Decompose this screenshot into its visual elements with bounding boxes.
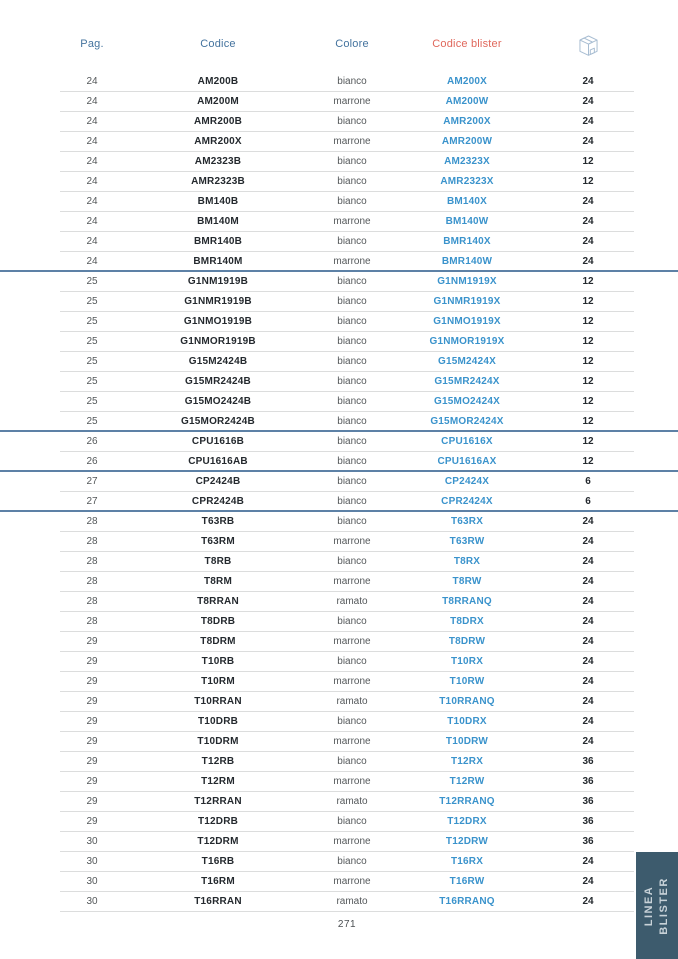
codice-blister-cell: T10DRX — [447, 716, 487, 727]
table-row — [60, 432, 634, 452]
codice-blister-cell: AMR200W — [441, 136, 493, 147]
qty-cell: 36 — [582, 836, 594, 847]
pag-cell: 25 — [86, 336, 98, 347]
table-row — [60, 492, 634, 512]
codice-cell: CPU1616AB — [188, 456, 248, 467]
table-row — [60, 652, 634, 672]
qty-cell: 24 — [582, 596, 594, 607]
qty-cell: 24 — [582, 716, 594, 727]
codice-blister-cell: AM200X — [446, 76, 488, 87]
codice-cell: T10DRM — [197, 736, 239, 747]
codice-cell: G15MO2424B — [184, 396, 252, 407]
codice-blister-cell: AM200W — [445, 96, 489, 107]
codice-cell: AM2323B — [194, 156, 242, 167]
table-row — [60, 92, 634, 112]
codice-cell: T12RB — [201, 756, 235, 767]
pag-cell: 29 — [86, 796, 98, 807]
qty-cell: 12 — [582, 376, 594, 387]
codice-blister-cell: T10DRW — [445, 736, 489, 747]
pag-cell: 25 — [86, 416, 98, 427]
colore-cell: marrone — [333, 136, 371, 147]
colore-cell: bianco — [337, 156, 367, 167]
qty-cell: 36 — [582, 756, 594, 767]
qty-cell: 24 — [582, 696, 594, 707]
table-row — [60, 552, 634, 572]
codice-blister-cell: G15MO2424X — [434, 396, 500, 407]
qty-cell: 24 — [582, 896, 594, 907]
codice-blister-cell: T12RW — [449, 776, 485, 787]
table-row — [60, 832, 634, 852]
qty-cell: 24 — [582, 76, 594, 87]
pag-cell: 29 — [86, 756, 98, 767]
colore-cell: bianco — [337, 176, 367, 187]
colore-cell: marrone — [333, 536, 371, 547]
qty-cell: 24 — [582, 516, 594, 527]
codice-blister-cell: T16RX — [450, 856, 484, 867]
codice-cell: G15M2424B — [188, 356, 248, 367]
table-row — [60, 732, 634, 752]
qty-cell: 12 — [582, 416, 594, 427]
qty-cell: 12 — [582, 396, 594, 407]
codice-blister-cell: T63RW — [449, 536, 485, 547]
qty-cell: 24 — [582, 236, 594, 247]
pag-cell: 29 — [86, 816, 98, 827]
codice-blister-cell: CPU1616X — [441, 436, 493, 447]
codice-blister-cell: CP2424X — [444, 476, 490, 487]
qty-cell: 6 — [585, 476, 591, 487]
pag-cell: 29 — [86, 776, 98, 787]
package-box-icon — [575, 31, 602, 59]
codice-cell: G1NMR1919B — [184, 296, 252, 307]
pag-cell: 27 — [86, 496, 98, 507]
pag-cell: 29 — [86, 676, 98, 687]
qty-cell: 24 — [582, 196, 594, 207]
colore-cell: marrone — [333, 876, 371, 887]
codice-cell: T8RRAN — [197, 596, 239, 607]
column-header-codice: Codice — [200, 38, 236, 50]
table-row — [60, 172, 634, 192]
colore-cell: bianco — [337, 476, 367, 487]
codice-cell: G1NMO1919B — [183, 316, 253, 327]
codice-cell: CP2424B — [195, 476, 241, 487]
codice-blister-cell: G15MR2424X — [434, 376, 500, 387]
table-row — [60, 272, 634, 292]
colore-cell: bianco — [337, 856, 367, 867]
pag-cell: 24 — [86, 116, 98, 127]
linea-blister-tab-label — [642, 877, 672, 935]
qty-cell: 12 — [582, 436, 594, 447]
pag-cell: 25 — [86, 316, 98, 327]
codice-cell: G15MR2424B — [185, 376, 251, 387]
codice-cell: BMR140M — [193, 256, 243, 267]
qty-cell: 12 — [582, 336, 594, 347]
table-row — [60, 752, 634, 772]
colore-cell: bianco — [337, 616, 367, 627]
colore-cell: bianco — [337, 656, 367, 667]
colore-cell: bianco — [337, 336, 367, 347]
codice-blister-cell: G1NMO1919X — [433, 316, 501, 327]
pag-cell: 29 — [86, 656, 98, 667]
codice-cell: T63RM — [201, 536, 235, 547]
colore-cell: marrone — [333, 576, 371, 587]
codice-blister-cell: G15MOR2424X — [430, 416, 504, 427]
table-row — [60, 252, 634, 272]
pag-cell: 30 — [86, 836, 98, 847]
codice-blister-cell: AMR200X — [443, 116, 491, 127]
pag-cell: 28 — [86, 596, 98, 607]
qty-cell: 24 — [582, 216, 594, 227]
pag-cell: 30 — [86, 876, 98, 887]
codice-cell: T10RM — [201, 676, 235, 687]
codice-cell: T10RRAN — [194, 696, 242, 707]
colore-cell: marrone — [333, 96, 371, 107]
colore-cell: bianco — [337, 436, 367, 447]
pag-cell: 24 — [86, 156, 98, 167]
qty-cell: 24 — [582, 536, 594, 547]
colore-cell: bianco — [337, 196, 367, 207]
pag-cell: 25 — [86, 376, 98, 387]
table-row — [60, 712, 634, 732]
pag-cell: 24 — [86, 176, 98, 187]
codice-blister-cell: T12RRANQ — [439, 796, 495, 807]
codice-cell: AM200M — [197, 96, 239, 107]
colore-cell: bianco — [337, 556, 367, 567]
table-row — [60, 632, 634, 652]
qty-cell: 12 — [582, 456, 594, 467]
codice-cell: BM140M — [197, 216, 239, 227]
table-row — [60, 572, 634, 592]
table-row — [60, 72, 634, 92]
colore-cell: marrone — [333, 676, 371, 687]
codice-blister-cell: T8RRANQ — [442, 596, 492, 607]
codice-cell: T12RM — [201, 776, 235, 787]
colore-cell: bianco — [337, 416, 367, 427]
qty-cell: 24 — [582, 576, 594, 587]
pag-cell: 28 — [86, 516, 98, 527]
codice-cell: T16RRAN — [194, 896, 242, 907]
table-row — [60, 852, 634, 872]
codice-blister-cell: T10RW — [449, 676, 485, 687]
codice-blister-cell: BMR140X — [443, 236, 491, 247]
colore-cell: ramato — [336, 596, 368, 607]
codice-cell: CPR2424B — [191, 496, 245, 507]
qty-cell: 24 — [582, 556, 594, 567]
table-row — [60, 452, 634, 472]
codice-cell: G15MOR2424B — [181, 416, 255, 427]
pag-cell: 25 — [86, 356, 98, 367]
table-row — [60, 392, 634, 412]
table-row — [60, 592, 634, 612]
codice-blister-cell: T8DRW — [448, 636, 486, 647]
qty-cell: 36 — [582, 776, 594, 787]
table-row — [60, 412, 634, 432]
qty-cell: 12 — [582, 356, 594, 367]
table-header-row — [60, 38, 634, 50]
tab-label-line2: BLISTER — [658, 876, 670, 935]
pag-cell: 26 — [86, 436, 98, 447]
codice-cell: T12DRB — [197, 816, 239, 827]
colore-cell: bianco — [337, 296, 367, 307]
pag-cell: 24 — [86, 196, 98, 207]
codice-blister-cell: CPR2424X — [441, 496, 493, 507]
qty-cell: 24 — [582, 616, 594, 627]
table-row — [60, 672, 634, 692]
codice-blister-cell: AM2323X — [444, 156, 490, 167]
qty-cell: 24 — [582, 136, 594, 147]
pag-cell: 24 — [86, 96, 98, 107]
codice-cell: BMR140B — [193, 236, 243, 247]
colore-cell: bianco — [337, 76, 367, 87]
colore-cell: bianco — [337, 276, 367, 287]
pag-cell: 29 — [86, 736, 98, 747]
colore-cell: bianco — [337, 496, 367, 507]
qty-cell: 24 — [582, 876, 594, 887]
colore-cell: marrone — [333, 836, 371, 847]
codice-blister-cell: T8RW — [452, 576, 482, 587]
qty-cell: 12 — [582, 176, 594, 187]
column-header-colore: Colore — [335, 38, 369, 50]
colore-cell: ramato — [336, 796, 368, 807]
colore-cell: marrone — [333, 256, 371, 267]
pag-cell: 29 — [86, 716, 98, 727]
codice-cell: AMR200B — [193, 116, 243, 127]
codice-cell: CPU1616B — [191, 436, 245, 447]
table-row — [60, 612, 634, 632]
pag-cell: 24 — [86, 216, 98, 227]
colore-cell: bianco — [337, 816, 367, 827]
codice-cell: T10DRB — [197, 716, 239, 727]
colore-cell: bianco — [337, 716, 367, 727]
qty-cell: 36 — [582, 816, 594, 827]
table-row — [60, 292, 634, 312]
column-header-pag: Pag. — [80, 38, 104, 50]
table-row — [60, 372, 634, 392]
pag-cell: 28 — [86, 576, 98, 587]
colore-cell: bianco — [337, 376, 367, 387]
linea-blister-tab — [636, 852, 678, 959]
codice-cell: T63RB — [201, 516, 235, 527]
codice-cell: T8DRB — [200, 616, 236, 627]
colore-cell: marrone — [333, 736, 371, 747]
table-row — [60, 472, 634, 492]
pag-cell: 26 — [86, 456, 98, 467]
codice-cell: T8RB — [204, 556, 232, 567]
table-row — [60, 692, 634, 712]
qty-cell: 24 — [582, 116, 594, 127]
table-row — [60, 812, 634, 832]
codice-blister-cell: G1NMR1919X — [433, 296, 501, 307]
qty-cell: 12 — [582, 296, 594, 307]
codice-blister-cell: G1NM1919X — [437, 276, 497, 287]
table-row — [60, 132, 634, 152]
codice-cell: G1NMOR1919B — [180, 336, 256, 347]
codice-blister-cell: T10RX — [450, 656, 484, 667]
colore-cell: marrone — [333, 636, 371, 647]
codice-cell: AM200B — [197, 76, 239, 87]
qty-cell: 24 — [582, 256, 594, 267]
colore-cell: ramato — [336, 896, 368, 907]
qty-cell: 24 — [582, 656, 594, 667]
table-row — [60, 892, 634, 912]
codice-cell: BM140B — [197, 196, 239, 207]
codice-blister-cell: G15M2424X — [438, 356, 496, 367]
tab-label-line1: LINEA — [643, 885, 655, 926]
codice-cell: T16RB — [201, 856, 235, 867]
codice-blister-cell: T12DRW — [445, 836, 489, 847]
colore-cell: bianco — [337, 116, 367, 127]
colore-cell: ramato — [336, 696, 368, 707]
codice-blister-cell: BM140W — [445, 216, 489, 227]
qty-cell: 12 — [582, 316, 594, 327]
table-row — [60, 312, 634, 332]
pag-cell: 29 — [86, 636, 98, 647]
pag-cell: 24 — [86, 76, 98, 87]
codice-blister-cell: BM140X — [446, 196, 488, 207]
table-row — [60, 352, 634, 372]
codice-cell: T12DRM — [197, 836, 239, 847]
page-number: 271 — [337, 919, 357, 930]
qty-cell: 24 — [582, 636, 594, 647]
qty-cell: 6 — [585, 496, 591, 507]
codice-cell: T10RB — [201, 656, 235, 667]
codice-blister-cell: T10RRANQ — [439, 696, 495, 707]
codice-cell: T8RM — [203, 576, 233, 587]
codice-blister-cell: T63RX — [450, 516, 484, 527]
table-row — [60, 212, 634, 232]
colore-cell: bianco — [337, 316, 367, 327]
table-row — [60, 332, 634, 352]
pag-cell: 24 — [86, 136, 98, 147]
codice-blister-cell: BMR140W — [441, 256, 493, 267]
pag-cell: 28 — [86, 616, 98, 627]
colore-cell: bianco — [337, 356, 367, 367]
pag-cell: 24 — [86, 256, 98, 267]
column-header-codice-blister: Codice blister — [432, 38, 502, 50]
table-row — [60, 772, 634, 792]
pag-cell: 25 — [86, 396, 98, 407]
codice-cell: T12RRAN — [194, 796, 242, 807]
qty-cell: 12 — [582, 156, 594, 167]
colore-cell: marrone — [333, 776, 371, 787]
table-row — [60, 152, 634, 172]
pag-cell: 30 — [86, 856, 98, 867]
codice-cell: T16RM — [201, 876, 235, 887]
qty-cell: 24 — [582, 856, 594, 867]
qty-cell: 24 — [582, 676, 594, 687]
colore-cell: bianco — [337, 396, 367, 407]
codice-blister-cell: T12DRX — [447, 816, 487, 827]
table-row — [60, 192, 634, 212]
pag-cell: 25 — [86, 296, 98, 307]
codice-cell: G1NM1919B — [187, 276, 249, 287]
table-row — [60, 872, 634, 892]
table-body — [60, 72, 634, 912]
codice-blister-cell: T16RRANQ — [439, 896, 495, 907]
table-row — [60, 232, 634, 252]
pag-cell: 24 — [86, 236, 98, 247]
pag-cell: 28 — [86, 536, 98, 547]
codice-blister-cell: T8RX — [453, 556, 481, 567]
codice-blister-cell: G1NMOR1919X — [429, 336, 505, 347]
codice-cell: AMR200X — [194, 136, 242, 147]
pag-cell: 27 — [86, 476, 98, 487]
codice-cell: AMR2323B — [191, 176, 245, 187]
colore-cell: bianco — [337, 756, 367, 767]
table-row — [60, 512, 634, 532]
pag-cell: 25 — [86, 276, 98, 287]
qty-cell: 24 — [582, 96, 594, 107]
codice-blister-cell: T16RW — [449, 876, 485, 887]
codice-blister-cell: T12RX — [450, 756, 484, 767]
codice-cell: T8DRM — [200, 636, 236, 647]
table-row — [60, 112, 634, 132]
colore-cell: bianco — [337, 516, 367, 527]
table-row — [60, 532, 634, 552]
colore-cell: marrone — [333, 216, 371, 227]
pag-cell: 30 — [86, 896, 98, 907]
qty-cell: 24 — [582, 736, 594, 747]
codice-blister-cell: CPU1616AX — [437, 456, 497, 467]
qty-cell: 36 — [582, 796, 594, 807]
codice-blister-cell: T8DRX — [450, 616, 484, 627]
qty-cell: 12 — [582, 276, 594, 287]
table-row — [60, 792, 634, 812]
pag-cell: 29 — [86, 696, 98, 707]
colore-cell: bianco — [337, 456, 367, 467]
pag-cell: 28 — [86, 556, 98, 567]
colore-cell: bianco — [337, 236, 367, 247]
codice-blister-cell: AMR2323X — [440, 176, 494, 187]
